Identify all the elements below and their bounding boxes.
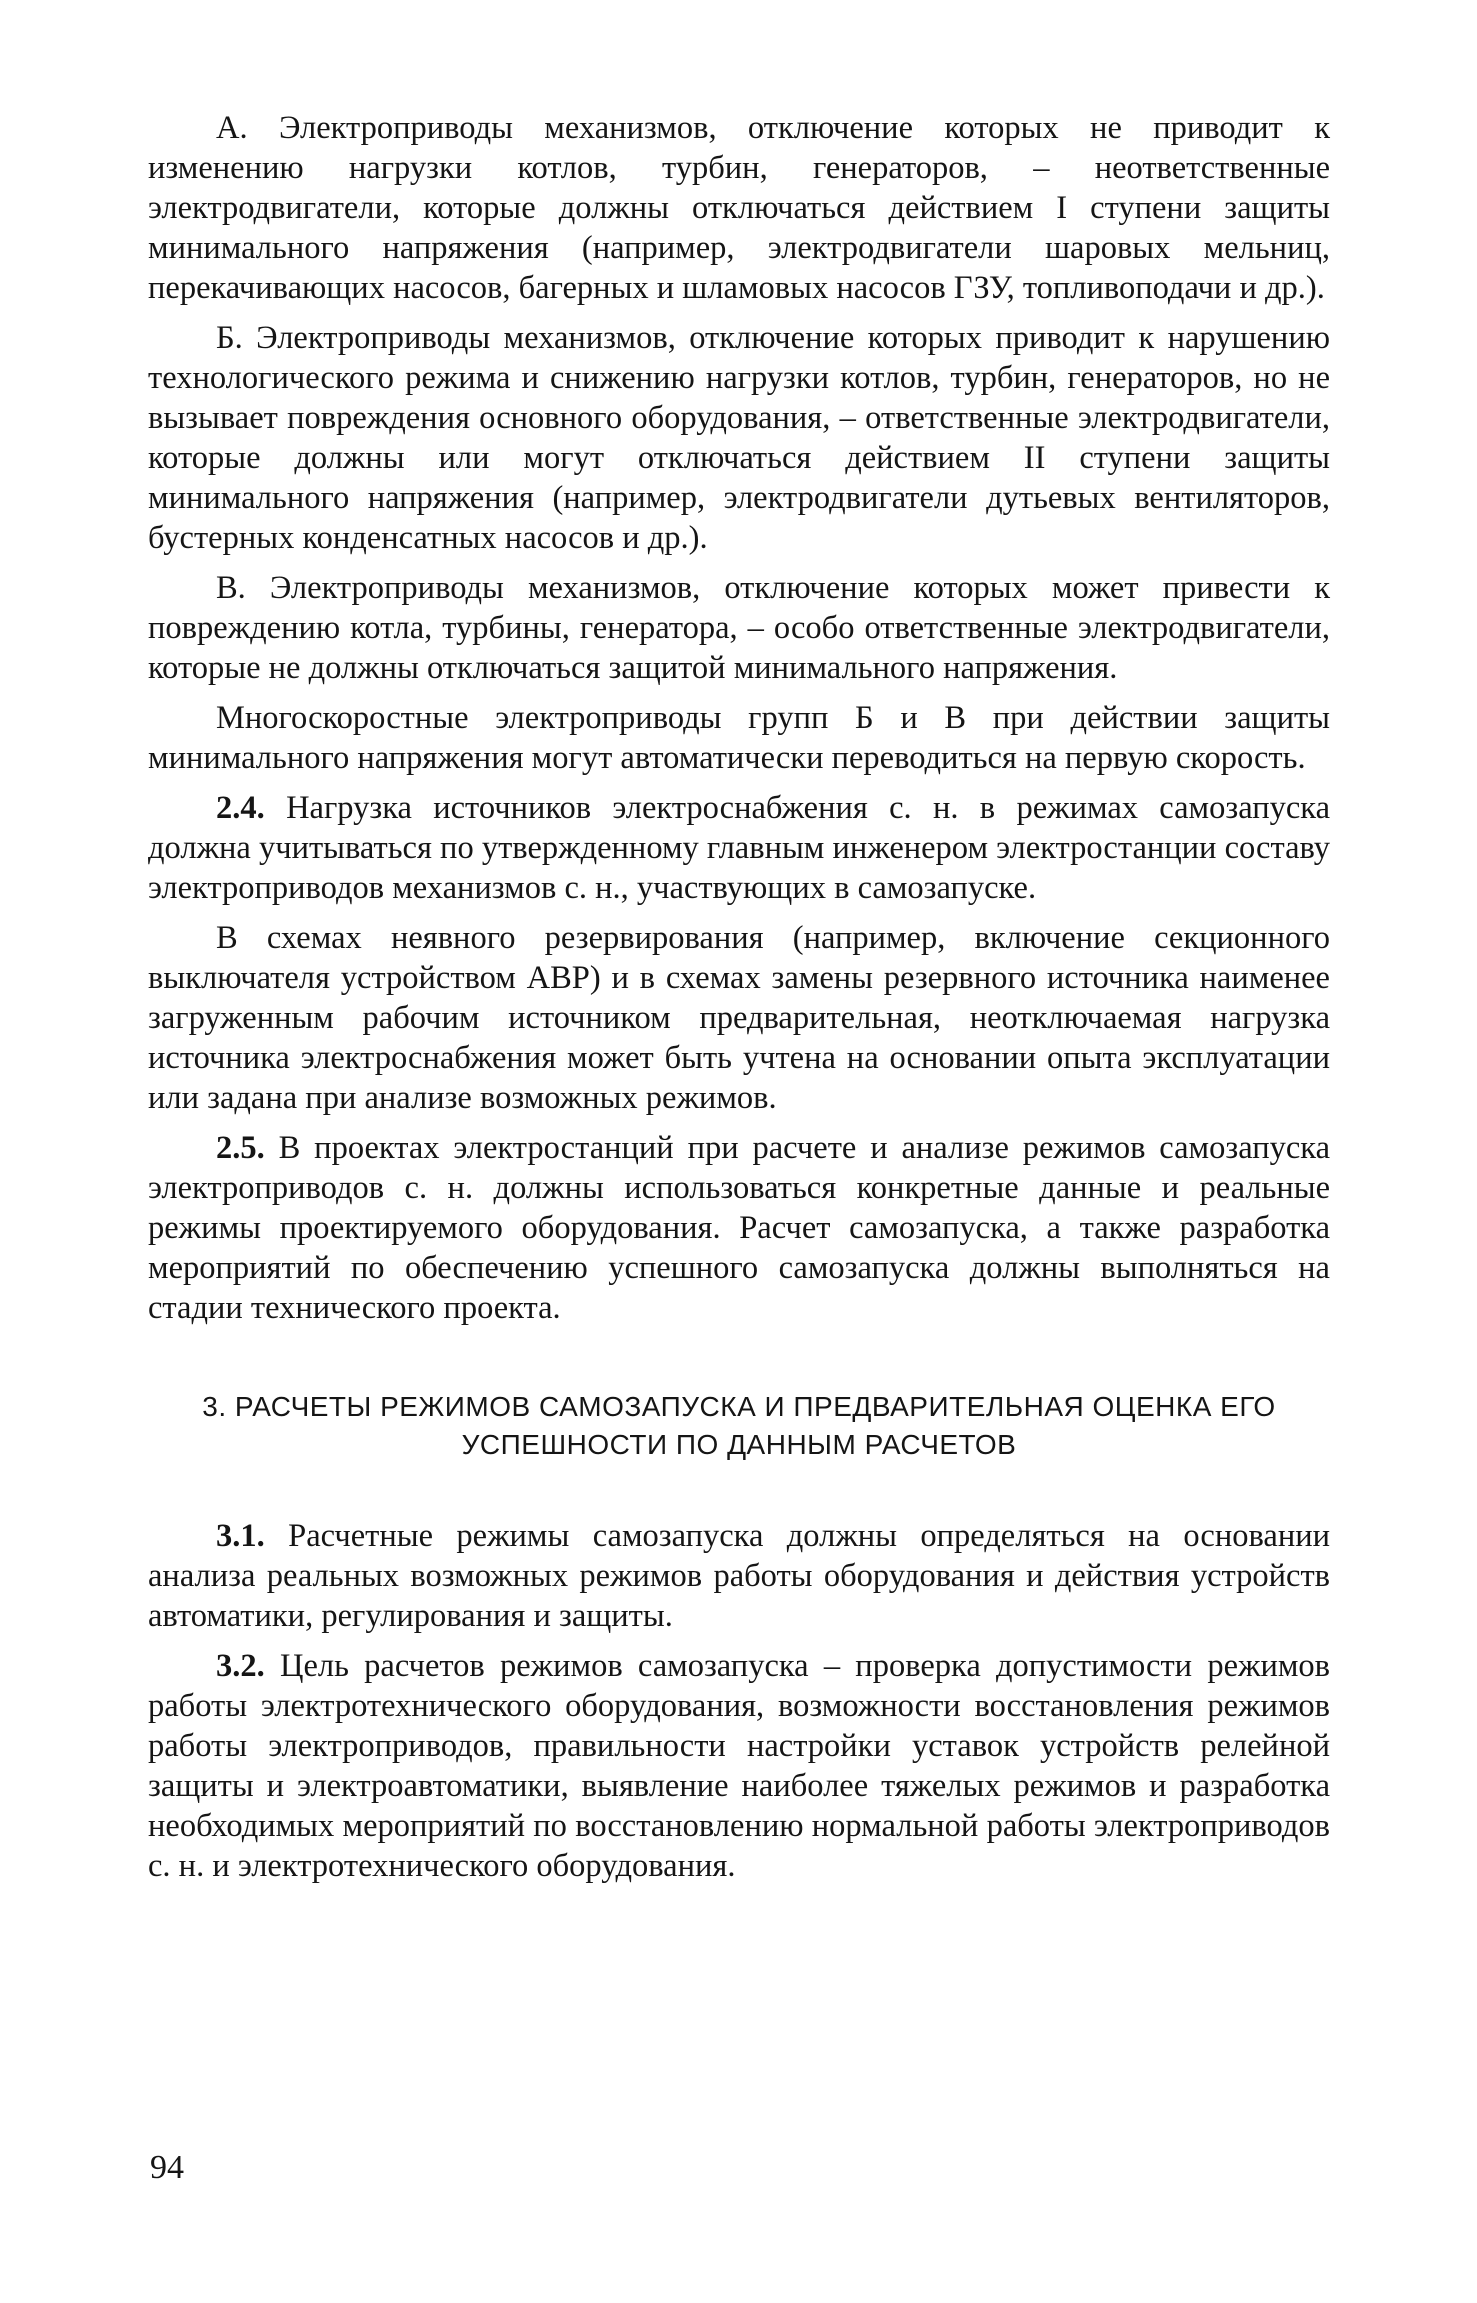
paragraph-text: А. Электроприводы механизмов, отключение которых не приводит к изменению нагрузки котлов, турбин, генераторов, – неответственные электродвигатели, которые должны отключаться действием I ступени защиты минимального напряжения (например, электродвигатели шаровых мельниц, перекачивающих насосов, багерных и шламовых насосов ГЗУ, топливоподачи и др.). bbox=[148, 110, 1330, 306]
paragraph-text: Нагрузка источников электроснабжения с. н. в режимах самозапуска должна учитываться по утвержденному главным инженером электростанции составу электроприводов механизмов с. н., участвующих в самозапуске. bbox=[148, 790, 1330, 906]
clause-number: 2.5. bbox=[216, 1130, 265, 1166]
paragraph-text: Многоскоростные электроприводы групп Б и В при действии защиты минимального напряжения могут автоматически переводиться на первую скорость. bbox=[148, 700, 1330, 776]
clause-number: 3.1. bbox=[216, 1518, 265, 1554]
paragraph-text: Расчетные режимы самозапуска должны определяться на основании анализа реальных возможных режимов работы оборудования и действия устройств автоматики, регулирования и защиты. bbox=[148, 1518, 1331, 1634]
paragraph-text: В проектах электростанций при расчете и анализе режимов самозапуска электроприводов с. н. должны использоваться конкретные данные и реальные режимы проектируемого оборудования. Расчет самозапуска, а также разработка мероприятий по обеспечению успешного самозапуска должны выполняться на стадии технического проекта. bbox=[148, 1130, 1330, 1326]
clause-number: 3.2. bbox=[216, 1648, 265, 1684]
paragraph-3-1 bbox=[148, 1516, 1330, 1636]
paragraph-multispeed bbox=[148, 698, 1330, 778]
paragraph-2-5 bbox=[148, 1128, 1330, 1328]
page-body bbox=[148, 108, 1330, 1896]
paragraph-text: Цель расчетов режимов самозапуска – проверка допустимости режимов работы электротехнического оборудования, возможности восстановления режимов работы электроприводов, правильности настройки уставок устройств релейной защиты и электроавтоматики, выявление наиболее тяжелых режимов и разработка необходимых мероприятий по восстановлению нормальной работы электроприводов с. н. и электротехнического оборудования. bbox=[148, 1648, 1330, 1884]
paragraph-b bbox=[148, 318, 1330, 558]
paragraph-3-2 bbox=[148, 1646, 1330, 1886]
paragraph-2-4 bbox=[148, 788, 1330, 908]
page-number: 94 bbox=[150, 2149, 184, 2186]
clause-number: 2.4. bbox=[216, 790, 265, 826]
paragraph-text: В. Электроприводы механизмов, отключение которых может привести к повреждению котла, турбины, генератора, – особо ответственные электродвигатели, которые не должны отключаться защитой минимального напряжения. bbox=[148, 570, 1330, 686]
paragraph-a bbox=[148, 108, 1330, 308]
section-heading: 3. РАСЧЕТЫ РЕЖИМОВ САМОЗАПУСКА И ПРЕДВАРИТЕЛЬНАЯ ОЦЕНКА ЕГО УСПЕШНОСТИ ПО ДАННЫМ РАСЧЕТОВ bbox=[202, 1391, 1276, 1460]
paragraph-text: В схемах неявного резервирования (например, включение секционного выключателя устройством АВР) и в схемах замены резервного источника наименее загруженным рабочим источником предварительная, неотключаемая нагрузка источника электроснабжения может быть учтена на основании опыта эксплуатации или задана при анализе возможных режимов. bbox=[148, 920, 1330, 1116]
paragraph-text: Б. Электроприводы механизмов, отключение которых приводит к нарушению технологического режима и снижению нагрузки котлов, турбин, генераторов, но не вызывает повреждения основного оборудования, – ответственные электродвигатели, которые должны или могут отключаться действием II ступени защиты минимального напряжения (например, электродвигатели дутьевых вентиляторов, бустерных конденсатных насосов и др.). bbox=[148, 320, 1330, 556]
paragraph-implicit-reserve bbox=[148, 918, 1330, 1118]
paragraph-v bbox=[148, 568, 1330, 688]
